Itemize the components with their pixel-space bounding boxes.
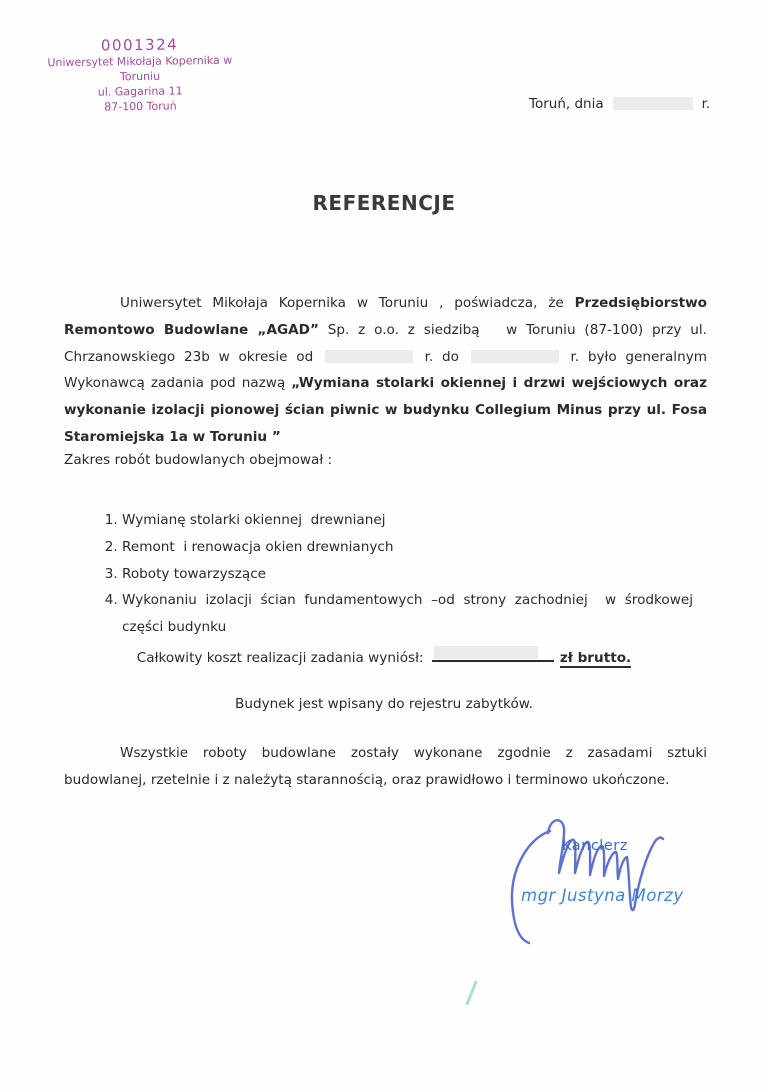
dateline	[529, 95, 710, 112]
signature-block	[490, 812, 720, 1007]
redacted-start-date	[325, 350, 413, 363]
signature-role: Kanclerz	[562, 838, 628, 854]
list-item-text: Remont i renowacja okien drewnianych	[122, 538, 394, 555]
list-item-text: Wykonaniu izolacji ścian fundamentowych –od strony zachodniej w środkowej części budynku	[122, 592, 693, 636]
list-item	[122, 561, 693, 588]
signature-scribble-icon	[490, 812, 720, 1007]
stamp-city: 87-100 Toruń	[104, 99, 177, 114]
list-item	[122, 587, 693, 641]
redacted-date	[613, 97, 693, 110]
intro-text-1: Uniwersytet Mikołaja Kopernika w Toruniu , poświadcza, że	[120, 295, 575, 311]
university-stamp	[25, 34, 254, 115]
cost-suffix: zł brutto.	[559, 650, 632, 666]
date-suffix: r.	[701, 96, 711, 112]
cost-line	[0, 646, 768, 666]
redacted-end-date	[471, 350, 559, 363]
intro-text-2: Sp. z o.o. z siedzibą w Toruniu (87-100) przy ul. Chrzanowskiego 23b w okresie od	[64, 321, 707, 365]
closing-paragraph: Wszystkie roboty budowlane zostały wykonane zgodnie z zasadami sztuki budowlanej, rzetelnie i z należytą starannością, oraz prawidłowo i terminowo ukończone.	[64, 745, 707, 788]
stamp-university-name: Uniwersytet Mikołaja Kopernika w Toruniu	[47, 53, 233, 84]
redacted-amount	[434, 646, 538, 659]
signature-name: mgr Justyna Morzy	[521, 886, 684, 905]
amount-blank	[432, 646, 554, 662]
company-name: Przedsiębiorstwo Remontowo Budowlane „AGAD”	[64, 295, 707, 338]
scope-list	[81, 507, 693, 641]
stray-pen-mark	[465, 980, 478, 1005]
project-name: „Wymiana stolarki okiennej i drzwi wejściowych oraz wykonanie izolacji pionowej ścian piwnic w budynku Collegium Minus przy ul. Fosa Staromiejska 1a w Toruniu ”	[64, 375, 708, 445]
list-item	[122, 507, 693, 534]
intro-text-4: r. było generalnym Wykonawcą zadania pod nazwą	[64, 348, 707, 392]
scope-heading: Zakres robót budowlanych obejmował :	[64, 452, 333, 468]
registry-note: Budynek jest wpisany do rejestru zabytków.	[235, 696, 533, 712]
list-item-text: Roboty towarzyszące	[122, 565, 267, 582]
document-title: REFERENCJE	[312, 191, 456, 215]
intro-text-3: r. do	[415, 348, 468, 365]
stamp-number: 0001324	[100, 35, 179, 55]
stamp-street: ul. Gagarina 11	[97, 84, 183, 99]
date-prefix: Toruń, dnia	[529, 96, 604, 112]
cost-label: Całkowity koszt realizacji zadania wyniósł:	[136, 650, 424, 666]
list-item-text: Wymianę stolarki okiennej drewnianej	[122, 512, 386, 528]
intro-paragraph	[64, 290, 707, 451]
list-item	[122, 534, 693, 561]
